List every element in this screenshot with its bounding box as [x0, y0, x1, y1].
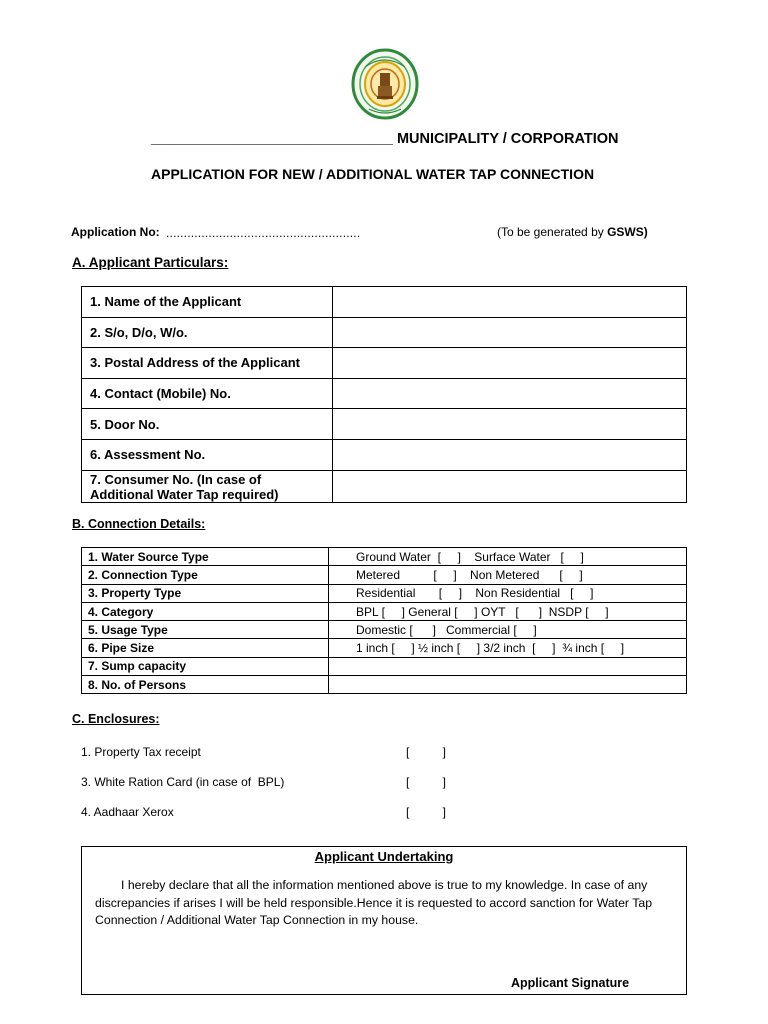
section-b-heading: B. Connection Details:	[72, 517, 206, 531]
row-label: 6. Pipe Size	[82, 639, 329, 657]
table-row	[82, 657, 687, 675]
row-label: 5. Usage Type	[82, 621, 329, 639]
row-label: 6. Assessment No.	[82, 439, 333, 470]
table-row	[82, 639, 687, 657]
table-row	[82, 602, 687, 620]
enclosure-label: 1. Property Tax receipt	[81, 745, 201, 759]
persons-count-field[interactable]	[329, 676, 687, 694]
table-row	[82, 287, 687, 318]
table-row	[82, 676, 687, 694]
gsws-note-strong: GSWS)	[607, 225, 648, 239]
pipe-size-options[interactable]: 1 inch [ ] ½ inch [ ] 3/2 inch [ ] ¾ inch [ ]	[329, 639, 687, 657]
section-a-heading: A. Applicant Particulars:	[72, 255, 229, 270]
table-row	[82, 439, 687, 470]
row-label: 2. Connection Type	[82, 566, 329, 584]
row-label: 4. Contact (Mobile) No.	[82, 378, 333, 409]
application-no-field[interactable]: .......................................................	[166, 226, 361, 240]
undertaking-box	[81, 846, 687, 995]
row-label: 5. Door No.	[82, 409, 333, 440]
applicant-particulars-table	[81, 286, 687, 503]
row-label: 4. Category	[82, 602, 329, 620]
row-label: 8. No. of Persons	[82, 676, 329, 694]
usage-type-options[interactable]: Domestic [ ] Commercial [ ]	[329, 621, 687, 639]
mobile-no-field[interactable]	[333, 378, 687, 409]
relation-field[interactable]	[333, 317, 687, 348]
enclosure-label: 3. White Ration Card (in case of BPL)	[81, 775, 285, 789]
property-type-options[interactable]: Residential [ ] Non Residential [ ]	[329, 584, 687, 602]
row-label: 1. Name of the Applicant	[82, 287, 333, 318]
gsws-note-prefix: (To be generated by	[497, 225, 608, 239]
row-label: 7. Sump capacity	[82, 657, 329, 675]
row-label-line1: 7. Consumer No. (In case of	[90, 471, 262, 487]
category-options[interactable]: BPL [ ] General [ ] OYT [ ] NSDP [ ]	[329, 602, 687, 620]
table-row	[82, 470, 687, 502]
undertaking-title: Applicant Undertaking	[314, 849, 454, 864]
table-row	[82, 584, 687, 602]
door-no-field[interactable]	[333, 409, 687, 440]
row-label: 2. S/o, D/o, W/o.	[82, 317, 333, 348]
section-c-heading: C. Enclosures:	[72, 712, 160, 726]
row-label-line2: Additional Water Tap required)	[90, 486, 279, 502]
sump-capacity-field[interactable]	[329, 657, 687, 675]
table-row	[82, 409, 687, 440]
undertaking-text: I hereby declare that all the information mentioned above is true to my knowledge. In case of any discrepancies if arises I will be held responsible.Hence it is requested to accord sanction for Water Tap Connection / Additional Water Tap Connection in my house.	[95, 878, 653, 927]
municipality-title: ______________________________ MUNICIPALITY / CORPORATION	[151, 131, 619, 147]
table-row	[82, 348, 687, 379]
table-row	[82, 566, 687, 584]
row-label: 3. Postal Address of the Applicant	[82, 348, 333, 379]
enclosure-checkbox[interactable]: [ ]	[406, 745, 447, 759]
table-row	[82, 317, 687, 348]
row-label	[82, 470, 333, 502]
gsws-note	[497, 225, 648, 239]
application-no-label: Application No:	[71, 225, 160, 239]
enclosure-label: 4. Aadhaar Xerox	[81, 805, 174, 819]
application-title: APPLICATION FOR NEW / ADDITIONAL WATER TAP CONNECTION	[151, 166, 595, 182]
row-label: 1. Water Source Type	[82, 548, 329, 566]
table-row	[82, 621, 687, 639]
assessment-no-field[interactable]	[333, 439, 687, 470]
postal-address-field[interactable]	[333, 348, 687, 379]
ap-government-emblem-icon	[351, 47, 419, 123]
water-source-options[interactable]: Ground Water [ ] Surface Water [ ]	[329, 548, 687, 566]
table-row	[82, 378, 687, 409]
table-row	[82, 548, 687, 566]
consumer-no-field[interactable]	[333, 470, 687, 502]
applicant-name-field[interactable]	[333, 287, 687, 318]
applicant-signature-label: Applicant Signature	[511, 976, 630, 990]
enclosure-checkbox[interactable]: [ ]	[406, 805, 447, 819]
connection-details-table	[81, 547, 687, 694]
enclosure-checkbox[interactable]: [ ]	[406, 775, 447, 789]
connection-type-options[interactable]: Metered [ ] Non Metered [ ]	[329, 566, 687, 584]
row-label: 3. Property Type	[82, 584, 329, 602]
